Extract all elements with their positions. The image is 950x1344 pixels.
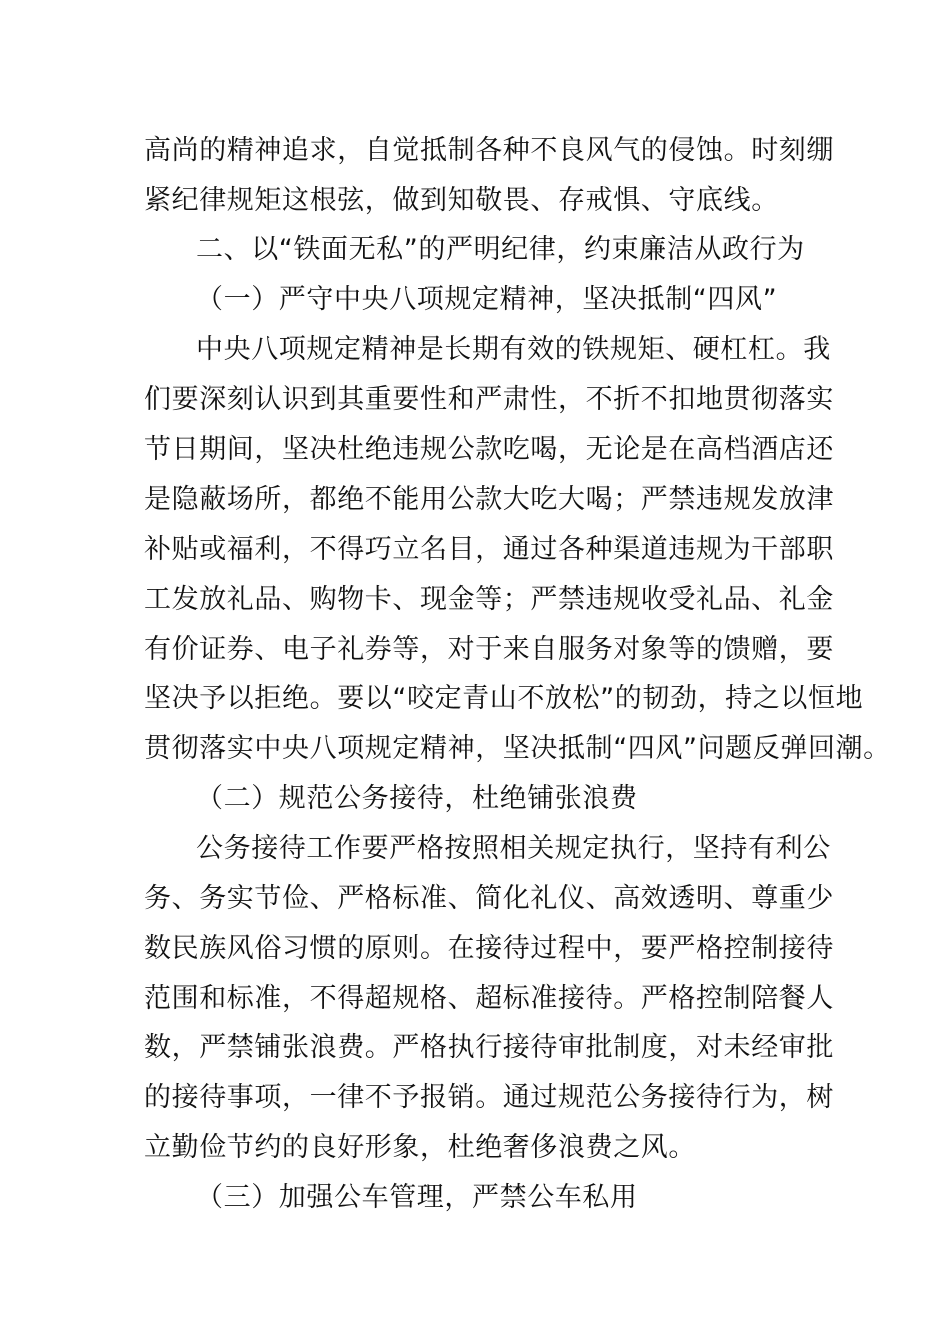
subsection-heading-3: （三）加强公车管理，严禁公车私用 [196,1182,638,1213]
body-text-line: 是隐蔽场所，都绝不能用公款大吃大喝；严禁违规发放津 [144,484,834,515]
body-text-line: 数，严禁铺张浪费。严格执行接待审批制度，对未经审批 [144,1032,834,1063]
body-text-line: 的接待事项，一律不予报销。通过规范公务接待行为，树 [144,1082,834,1113]
body-text-line: 补贴或福利，不得巧立名目，通过各种渠道违规为干部职 [144,534,834,565]
body-text-line: 公务接待工作要严格按照相关规定执行，坚持有利公 [196,833,831,864]
body-text-line: 们要深刻认识到其重要性和严肃性，不折不扣地贯彻落实 [144,384,834,415]
body-text-line: 务、务实节俭、严格标准、简化礼仪、高效透明、尊重少 [144,883,834,914]
body-text-line: 范围和标准，不得超规格、超标准接待。严格控制陪餐人 [144,983,834,1014]
body-text-line: 紧纪律规矩这根弦，做到知敬畏、存戒惧、守底线。 [144,185,779,216]
section-heading-2: 二、以“铁面无私”的严明纪律，约束廉洁从政行为 [196,234,805,265]
subsection-heading-1: （一）严守中央八项规定精神，坚决抵制“四风” [196,284,778,315]
body-text-line: 高尚的精神追求，自觉抵制各种不良风气的侵蚀。时刻绷 [144,135,834,166]
body-text-line: 中央八项规定精神是长期有效的铁规矩、硬杠杠。我 [196,334,831,365]
body-text-line: 立勤俭节约的良好形象，杜绝奢侈浪费之风。 [144,1132,696,1163]
body-text-line: 节日期间，坚决杜绝违规公款吃喝，无论是在高档酒店还 [144,434,834,465]
body-text-line: 有价证券、电子礼券等，对于来自服务对象等的馈赠，要 [144,634,834,665]
body-text-line: 坚决予以拒绝。要以“咬定青山不放松”的韧劲，持之以恒地 [144,683,864,714]
body-text-line: 工发放礼品、购物卡、现金等；严禁违规收受礼品、礼金 [144,584,834,615]
body-text-line: 数民族风俗习惯的原则。在接待过程中，要严格控制接待 [144,933,834,964]
subsection-heading-2: （二）规范公务接待，杜绝铺张浪费 [196,783,638,814]
body-text-line: 贯彻落实中央八项规定精神，坚决抵制“四风”问题反弹回潮。 [144,733,891,764]
